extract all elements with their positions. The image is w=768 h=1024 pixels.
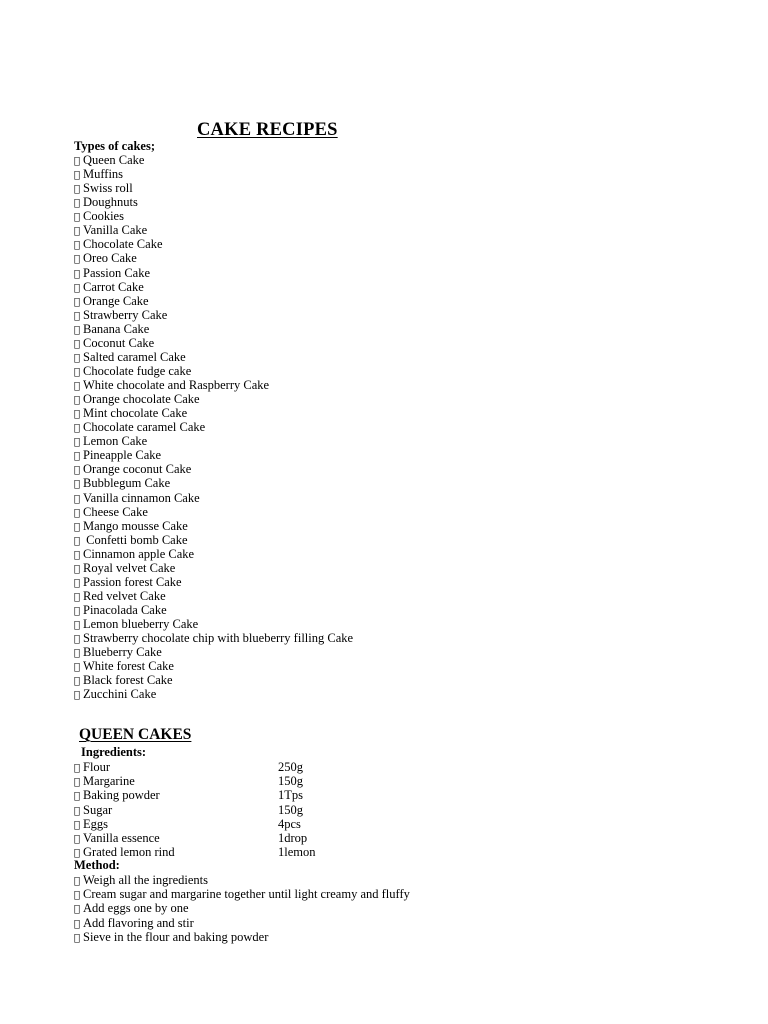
cake-types-list [74, 153, 353, 701]
list-item: Carrot Cake [74, 280, 353, 294]
bullet-icon [74, 648, 78, 660]
ingredient-qty: 4pcs [278, 816, 301, 831]
bullet-icon [74, 563, 78, 575]
list-item: Muffins [74, 167, 353, 181]
bullet-icon [74, 296, 78, 308]
bullet-icon [74, 338, 78, 350]
list-item: Salted caramel Cake [74, 350, 353, 364]
ingredient-qty: 1drop [278, 830, 308, 845]
ingredient-row [74, 803, 394, 817]
bullet-icon [74, 423, 78, 435]
bullet-icon [74, 479, 78, 491]
ingredient-row [74, 788, 394, 802]
bullet-icon [74, 535, 78, 547]
bullet-icon [74, 212, 78, 224]
bullet-icon [74, 577, 78, 589]
method-step: Sieve in the flour and baking powder [74, 930, 410, 944]
bullet-icon [74, 606, 78, 617]
list-item: Pinacolada Cake [74, 603, 353, 617]
list-item: Orange coconut Cake [74, 462, 353, 476]
list-item: Strawberry chocolate chip with blueberry filling Cake [74, 631, 353, 645]
ingredient-qty: 1lemon [278, 845, 316, 860]
list-item: Zucchini Cake [74, 687, 353, 701]
queen-cakes-title: QUEEN CAKES [79, 726, 192, 743]
ingredient-name: Margarine [83, 774, 135, 789]
bullet-icon [74, 634, 78, 646]
ingredient-row [74, 760, 394, 774]
bullet-icon [74, 254, 78, 266]
list-item: Lemon Cake [74, 434, 353, 448]
bullet-icon [74, 282, 78, 294]
ingredient-name: Sugar [83, 802, 113, 817]
ingredient-row [74, 774, 394, 788]
ingredient-name: Baking powder [83, 788, 160, 803]
bullet-icon [74, 591, 78, 603]
list-item: Orange Cake [74, 294, 353, 308]
list-item: Chocolate fudge cake [74, 364, 353, 378]
bullet-icon [74, 409, 78, 421]
list-item: Lemon blueberry Cake [74, 617, 353, 631]
bullet-icon [74, 198, 78, 210]
list-item: Bubblegum Cake [74, 476, 353, 490]
bullet-icon [74, 451, 78, 463]
list-item: Confetti bomb Cake [74, 533, 353, 547]
list-item: Strawberry Cake [74, 308, 353, 322]
list-item: Oreo Cake [74, 251, 353, 265]
list-item: Mint chocolate Cake [74, 406, 353, 420]
bullet-icon [74, 620, 78, 632]
list-item: Cookies [74, 209, 353, 223]
ingredient-name: Flour [83, 760, 111, 774]
list-item: Orange chocolate Cake [74, 392, 353, 406]
types-heading: Types of cakes; [74, 139, 156, 153]
list-item: Chocolate Cake [74, 237, 353, 251]
bullet-icon [74, 156, 78, 167]
bullet-icon [74, 240, 78, 252]
list-item: Queen Cake [74, 153, 353, 167]
list-item: Vanilla cinnamon Cake [74, 491, 353, 505]
ingredient-row [74, 831, 394, 845]
ingredient-name: Vanilla essence [83, 830, 160, 845]
ingredient-qty: 150g [278, 802, 303, 817]
bullet-icon [74, 507, 78, 519]
bullet-icon [74, 932, 83, 946]
method-heading: Method: [74, 858, 120, 872]
list-item: Royal velvet Cake [74, 561, 353, 575]
ingredient-name: Eggs [83, 816, 108, 831]
ingredient-qty: 250g [278, 760, 303, 774]
bullet-icon [74, 366, 78, 378]
method-list [74, 873, 410, 944]
list-item: Doughnuts [74, 195, 353, 209]
ingredient-row [74, 845, 394, 859]
bullet-icon [74, 549, 78, 561]
list-item: Blueberry Cake [74, 645, 353, 659]
list-item: White forest Cake [74, 659, 353, 673]
list-item: Cinnamon apple Cake [74, 547, 353, 561]
bullet-icon [74, 226, 78, 238]
list-item: Swiss roll [74, 181, 353, 195]
bullet-icon [74, 352, 78, 364]
bullet-icon [74, 662, 78, 674]
ingredient-row [74, 817, 394, 831]
bullet-icon [74, 690, 78, 702]
ingredients-heading: Ingredients: [81, 745, 147, 759]
list-item: White chocolate and Raspberry Cake [74, 378, 353, 392]
ingredient-qty: 1Tps [278, 788, 303, 803]
list-item: Passion forest Cake [74, 575, 353, 589]
method-step: Add eggs one by one [74, 901, 410, 915]
bullet-icon [74, 268, 78, 280]
list-item: Red velvet Cake [74, 589, 353, 603]
bullet-icon [74, 324, 78, 336]
bullet-icon [74, 310, 78, 322]
list-item: Chocolate caramel Cake [74, 420, 353, 434]
list-item: Vanilla Cake [74, 223, 353, 237]
bullet-icon [74, 521, 78, 533]
method-step: Weigh all the ingredients [74, 873, 410, 887]
bullet-icon [74, 395, 78, 407]
list-item: Pineapple Cake [74, 448, 353, 462]
bullet-icon [74, 184, 78, 196]
list-item: Cheese Cake [74, 505, 353, 519]
ingredient-name: Grated lemon rind [83, 845, 175, 860]
list-item: Black forest Cake [74, 673, 353, 687]
method-step: Cream sugar and margarine together until light creamy and fluffy [74, 887, 410, 901]
method-step: Add flavoring and stir [74, 916, 410, 930]
list-item: Banana Cake [74, 322, 353, 336]
bullet-icon [74, 676, 78, 688]
list-item: Passion Cake [74, 266, 353, 280]
list-item: Coconut Cake [74, 336, 353, 350]
bullet-icon [74, 493, 78, 505]
ingredients-list [74, 760, 394, 859]
bullet-icon [74, 437, 78, 449]
list-item: Mango mousse Cake [74, 519, 353, 533]
ingredient-qty: 150g [278, 774, 303, 789]
bullet-icon [74, 170, 78, 182]
bullet-icon [74, 381, 78, 392]
bullet-icon [74, 465, 78, 477]
page-title: CAKE RECIPES [197, 120, 338, 140]
